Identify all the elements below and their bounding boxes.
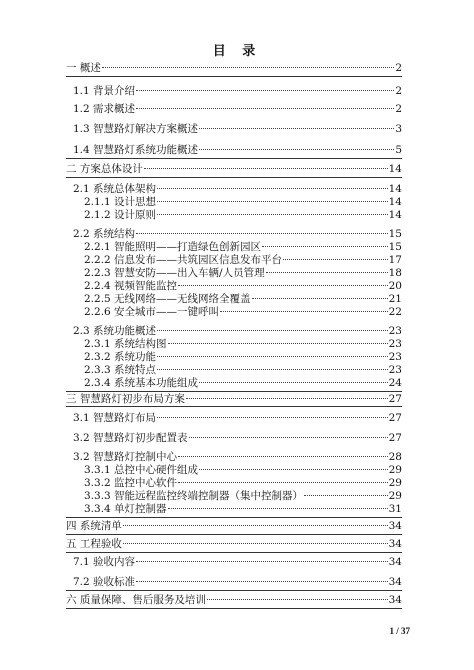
toc-leader-dots [283, 259, 388, 260]
toc-entry-2-2-1[interactable] [84, 241, 402, 253]
toc-entry-page: 29 [388, 464, 402, 476]
toc-entry-label: 2.2.5 无线网络——无线网络全覆盖 [84, 293, 251, 305]
toc-entry-1-1[interactable] [73, 85, 402, 97]
toc-entry-2-2-3[interactable] [84, 267, 402, 279]
toc-leader-dots [262, 246, 388, 247]
toc-entry-2-3-4[interactable] [84, 377, 402, 389]
toc-entry-3-3-2[interactable] [84, 477, 402, 489]
toc-entry-page: 2 [395, 103, 402, 115]
toc-entry-page: 23 [388, 364, 402, 376]
toc-entry-chapter-5[interactable] [66, 538, 402, 550]
toc-entry-page: 2 [395, 62, 402, 74]
toc-entry-label: 2.2.2 信息发布——共筑园区信息发布平台 [84, 254, 283, 266]
toc-entry-2-3-1[interactable] [84, 338, 402, 350]
toc-leader-dots [266, 272, 388, 273]
toc-entry-page: 3 [395, 123, 402, 135]
toc-leader-dots [157, 330, 388, 331]
toc-entry-2-2[interactable] [73, 228, 402, 240]
toc-entry-page: 34 [388, 594, 402, 606]
toc-entry-2-2-5[interactable] [84, 293, 402, 305]
toc-entry-page: 2 [395, 85, 402, 97]
section-divider [66, 158, 402, 159]
toc-entry-label: 六 质量保障、售后服务及培训 [66, 594, 206, 606]
toc-entry-label: 1.4 智慧路灯系统功能概述 [73, 144, 199, 156]
toc-entry-2-2-6[interactable] [84, 306, 402, 318]
toc-entry-1-4[interactable] [73, 144, 402, 156]
section-divider [66, 391, 402, 392]
toc-entry-label: 2.1.1 设计思想 [84, 196, 157, 208]
section-divider [66, 590, 402, 591]
toc-entry-page: 15 [388, 241, 402, 253]
toc-entry-label: 2.2.6 安全城市——一键呼叫 [84, 306, 220, 318]
toc-leader-dots [178, 456, 388, 457]
toc-leader-dots [136, 108, 394, 109]
toc-entry-page: 14 [388, 163, 402, 175]
toc-leader-dots [136, 561, 388, 562]
toc-entry-3-3-1[interactable] [84, 464, 402, 476]
toc-entry-label: 2.3.1 系统结构图 [84, 338, 167, 350]
section-divider [66, 517, 402, 518]
toc-entry-label: 四 系统清单 [66, 520, 122, 532]
toc-entry-3-3-3[interactable] [84, 490, 402, 502]
toc-entry-label: 1.2 需求概述 [73, 103, 136, 115]
toc-entry-7-2[interactable] [73, 576, 402, 588]
toc-entry-page: 20 [388, 280, 402, 292]
toc-entry-label: 2.1 系统总体架构 [73, 183, 157, 195]
section-divider [66, 76, 402, 77]
toc-entry-label: 3.3.3 智能远程监控终端控制器（集中控制器） [84, 490, 304, 502]
toc-leader-dots [199, 382, 388, 383]
toc-entry-page: 23 [388, 351, 402, 363]
toc-entry-2-1-1[interactable] [84, 196, 402, 208]
toc-entry-chapter-3[interactable] [66, 393, 402, 405]
toc-entry-1-3[interactable] [73, 123, 402, 135]
toc-leader-dots [157, 417, 388, 418]
toc-leader-dots [186, 398, 388, 399]
toc-leader-dots [157, 356, 388, 357]
toc-leader-dots [189, 437, 388, 438]
toc-entry-3-3-4[interactable] [84, 503, 402, 515]
toc-entry-page: 29 [388, 477, 402, 489]
toc-leader-dots [220, 311, 388, 312]
toc-leader-dots [102, 67, 394, 68]
toc-entry-page: 27 [388, 393, 402, 405]
toc-entry-label: 三 智慧路灯初步布局方案 [66, 393, 185, 405]
toc-entry-page: 34 [388, 576, 402, 588]
section-divider [66, 552, 402, 553]
toc-entry-page: 34 [388, 520, 402, 532]
toc-leader-dots [168, 343, 388, 344]
toc-entry-label: 2.3 系统功能概述 [73, 325, 157, 337]
toc-entry-label: 2.3.2 系统功能 [84, 351, 157, 363]
toc-entry-page: 34 [388, 538, 402, 550]
toc-entry-label: 1.1 背景介绍 [73, 85, 136, 97]
toc-title: 目 录 [212, 44, 262, 59]
toc-entry-page: 24 [388, 377, 402, 389]
toc-entry-page: 34 [388, 556, 402, 568]
toc-leader-dots [178, 482, 388, 483]
toc-entry-label: 2.2.3 智慧安防——出入车辆/人员管理 [84, 267, 265, 279]
toc-leader-dots [252, 298, 388, 299]
toc-entry-page: 5 [395, 144, 402, 156]
toc-entry-label: 3.2 智慧路灯初步配置表 [73, 432, 188, 444]
toc-entry-2-1-2[interactable] [84, 209, 402, 221]
toc-entry-page: 31 [388, 503, 402, 515]
toc-entry-1-2[interactable] [73, 103, 402, 115]
toc-leader-dots [199, 469, 388, 470]
page-number: 1 / 37 [389, 626, 410, 636]
toc-entry-page: 14 [388, 183, 402, 195]
toc-entry-chapter-4[interactable] [66, 520, 402, 532]
toc-leader-dots [136, 90, 394, 91]
toc-entry-page: 21 [388, 293, 402, 305]
toc-leader-dots [136, 233, 388, 234]
toc-entry-page: 23 [388, 325, 402, 337]
toc-entry-chapter-1[interactable] [66, 62, 402, 74]
toc-entry-2-3-3[interactable] [84, 364, 402, 376]
toc-entry-7-1[interactable] [73, 556, 402, 568]
toc-entry-label: 2.3.3 系统特点 [84, 364, 157, 376]
toc-entry-page: 27 [388, 412, 402, 424]
toc-entry-2-3[interactable] [73, 325, 402, 337]
toc-entry-label: 2.2 系统结构 [73, 228, 136, 240]
toc-entry-chapter-2[interactable] [66, 163, 402, 175]
toc-entry-page: 28 [388, 451, 402, 463]
toc-leader-dots [304, 495, 388, 496]
toc-entry-label: 3.3.2 监控中心软件 [84, 477, 178, 489]
toc-entry-3-2-control[interactable] [73, 451, 402, 463]
toc-entry-label: 3.3.4 单灯控制器 [84, 503, 167, 515]
toc-entry-label: 二 方案总体设计 [66, 163, 143, 175]
toc-entry-label: 3.2 智慧路灯控制中心 [73, 451, 178, 463]
toc-entry-label: 3.1 智慧路灯布局 [73, 412, 157, 424]
toc-entry-label: 7.2 验收标准 [73, 576, 136, 588]
toc-entry-label: 2.2.1 智能照明——打造绿色创新园区 [84, 241, 262, 253]
section-divider [66, 177, 402, 178]
toc-entry-page: 14 [388, 209, 402, 221]
toc-entry-label: 一 概述 [66, 62, 101, 74]
toc-leader-dots [157, 369, 388, 370]
toc-leader-dots [157, 214, 388, 215]
toc-leader-dots [178, 285, 388, 286]
toc-entry-page: 29 [388, 490, 402, 502]
toc-entry-page: 18 [388, 267, 402, 279]
toc-leader-dots [168, 508, 388, 509]
toc-entry-2-1[interactable] [73, 183, 402, 195]
toc-entry-page: 17 [388, 254, 402, 266]
toc-leader-dots [199, 128, 394, 129]
toc-entry-2-3-2[interactable] [84, 351, 402, 363]
toc-entry-page: 27 [388, 432, 402, 444]
section-divider [66, 608, 402, 609]
toc-entry-page: 22 [388, 306, 402, 318]
toc-leader-dots [157, 201, 388, 202]
toc-entry-label: 2.3.4 系统基本功能组成 [84, 377, 199, 389]
section-divider [66, 406, 402, 407]
toc-entry-page: 23 [388, 338, 402, 350]
toc-leader-dots [207, 599, 388, 600]
toc-entry-page: 14 [388, 196, 402, 208]
toc-leader-dots [123, 525, 388, 526]
toc-entry-2-2-2[interactable] [84, 254, 402, 266]
toc-entry-label: 五 工程验收 [66, 538, 122, 550]
toc-entry-page: 15 [388, 228, 402, 240]
toc-entry-2-2-4[interactable] [84, 280, 402, 292]
toc-entry-label: 3.3.1 总控中心硬件组成 [84, 464, 199, 476]
toc-entry-label: 1.3 智慧路灯解决方案概述 [73, 123, 199, 135]
toc-leader-dots [123, 543, 388, 544]
toc-entry-3-1[interactable] [73, 412, 402, 424]
section-divider [66, 534, 402, 535]
toc-entry-label: 2.2.4 视频智能监控 [84, 280, 178, 292]
toc-entry-chapter-6[interactable] [66, 594, 402, 606]
toc-leader-dots [199, 149, 394, 150]
toc-entry-3-2-config[interactable] [73, 432, 402, 444]
toc-leader-dots [144, 168, 388, 169]
toc-entry-label: 2.1.2 设计原则 [84, 209, 157, 221]
toc-entry-label: 7.1 验收内容 [73, 556, 136, 568]
toc-leader-dots [157, 188, 388, 189]
toc-leader-dots [136, 581, 388, 582]
